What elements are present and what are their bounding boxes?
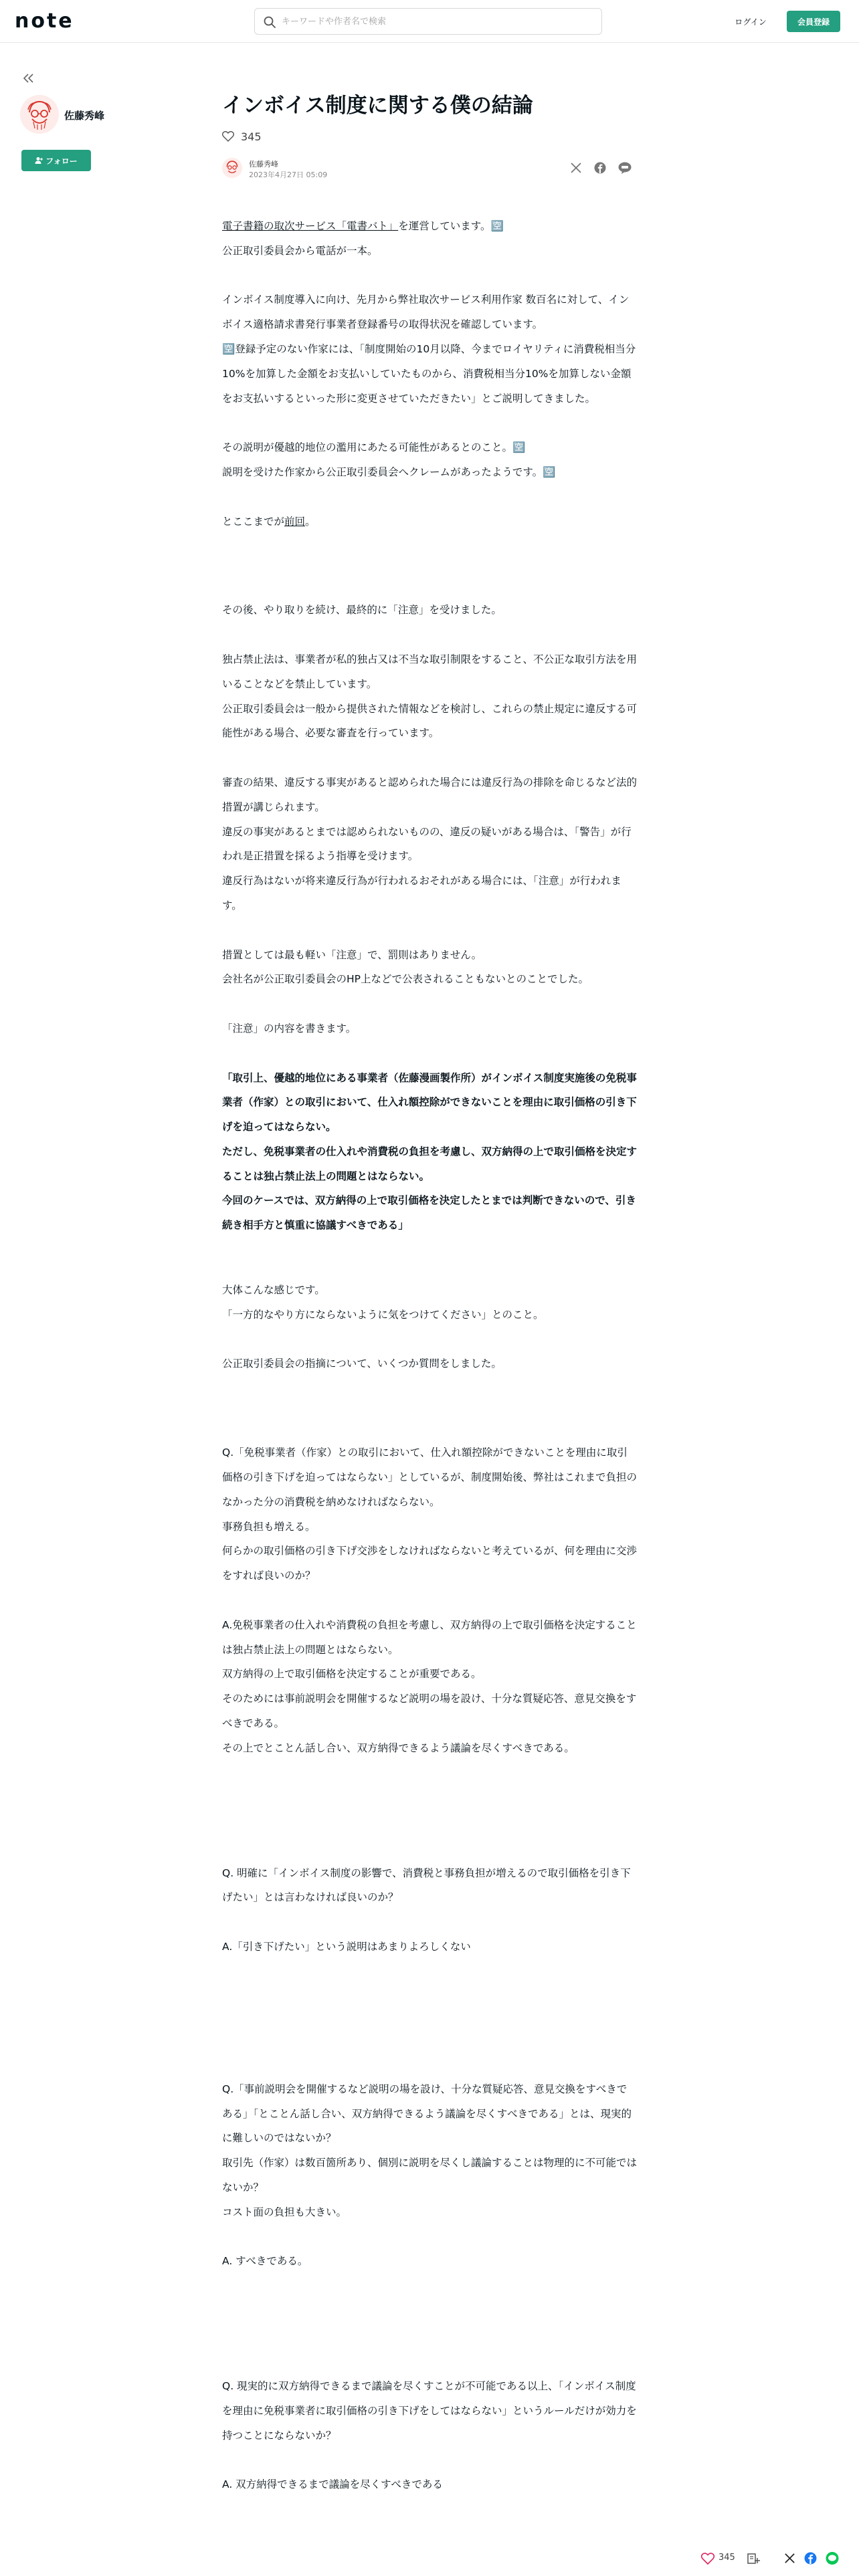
question-paragraph: Q. 明確に「インボイス制度の影響で、消費税と事務負担が増えるので取引価格を引き下げたい」とは言わなければ良いのか？ (222, 1866, 631, 1904)
paragraph: 大体こんな感じです。 (222, 1284, 325, 1297)
article-body (222, 214, 637, 2497)
author-avatar[interactable] (222, 158, 242, 178)
bottom-action-bar (696, 2549, 859, 2568)
bottom-like-count: 345 (719, 2553, 735, 2563)
creator-name[interactable]: 佐藤秀峰 (64, 110, 105, 122)
paragraph: 違反の事実があるとまでは認められないものの、違反の疑いがある場合は、「警告」が行われ是正措置を採るよう指導を受けます。 (222, 825, 632, 863)
collapse-sidebar-icon[interactable] (21, 71, 36, 86)
answer-paragraph: そのためには事前説明会を開催するなど説明の場を設け、十分な質疑応答、意見交換をすべきである。 (222, 1693, 637, 1730)
paragraph: 公正取引委員会は一般から提供された情報などを検討し、これらの禁止規定に違反する可能性がある場合、必要な審査を行っています。 (222, 702, 638, 740)
creator-avatar-icon (20, 95, 59, 134)
search-box[interactable] (254, 8, 602, 35)
creator-avatar[interactable] (20, 95, 59, 134)
like-heart-icon[interactable] (701, 2552, 714, 2565)
paragraph: 「注意」の内容を書きます。 (222, 1022, 357, 1035)
paragraph (222, 214, 637, 263)
note-logo[interactable]: note (15, 9, 74, 33)
paragraph (222, 435, 637, 485)
paragraph-text: その説明が優越的地位の濫用にあたる可能性があるとのこと。🈳 (222, 441, 526, 454)
facebook-share-icon[interactable] (804, 2552, 817, 2565)
question-paragraph: 事務負担も増える。 (222, 1520, 316, 1533)
search-input[interactable] (282, 9, 596, 34)
question-paragraph: Q. 現実的に双方納得できるまで議論を尽くすことが不可能である以上、「インボイス制度を理由に免税事業者に取引価格の引き下げをしてはならない」というルールだけが効力を持つことにならないか？ (222, 2380, 637, 2442)
article-title: インボイス制度に関する僕の結論 (222, 94, 533, 118)
paragraph: 審査の結果、違反する事実があると認められた場合には違反行為の排除を命じるなど法的措置が講じられます。 (222, 776, 638, 813)
paragraph: 公正取引委員会の指摘について、いくつか質問をしました。 (222, 1358, 502, 1370)
author-row (222, 158, 637, 182)
question-paragraph: コスト面の負担も大きい。 (222, 2206, 347, 2218)
paragraph: 措置としては最も軽い「注意」で、罰則はありません。 (222, 948, 482, 961)
answer-paragraph: A. 双方納得できるまで議論を尽くすべきである (222, 2478, 443, 2491)
author-avatar-icon (222, 158, 242, 178)
follow-label: フォロー (45, 156, 78, 166)
publish-date: 2023年4月27日 05:09 (249, 171, 328, 179)
login-button[interactable]: ログイン (724, 11, 777, 32)
x-share-icon[interactable] (570, 162, 582, 174)
x-share-icon[interactable] (784, 2553, 795, 2564)
paragraph-text: 説明を受けた作家から公正取引委員会へクレームがあったようです。🈳 (222, 465, 556, 478)
previous-article-link[interactable]: 前回 (284, 515, 306, 528)
paragraph-text: 。 (305, 515, 316, 528)
search-icon (263, 15, 276, 29)
paragraph: 会社名が公正取引委員会のHP上などで公表されることもないとのことでした。 (222, 973, 589, 986)
paragraph-text: とここまでが (222, 515, 285, 528)
person-add-icon (35, 156, 43, 165)
quote-paragraph: 「取引上、優越的地位にある事業者（佐藤漫画製作所）がインボイス制度実施後の免税事業者（作家）との取引において、仕入れ額控除ができないことを理由に取引価格の引き下げを迫ってはならない。 (222, 1071, 637, 1134)
line-share-icon[interactable] (618, 162, 632, 174)
paragraph-text: を運営しています。🈳 (398, 220, 504, 232)
paragraph: 違反行為はないが将来違反行為が行われるおそれがある場合には、「注意」が行われます。 (222, 875, 622, 911)
paragraph-text: 公正取引委員会から電話が一本。 (222, 244, 378, 257)
question-paragraph: 取引先（作家）は数百箇所あり、個別に説明を尽くし議論することは物理的に不可能ではないか？ (222, 2157, 638, 2193)
answer-paragraph: A.「引き下げたい」という説明はあまりよろしくない (222, 1941, 471, 1953)
answer-paragraph: その上でとことん話し合い、双方納得できるよう議論を尽くすべきである。 (222, 1741, 575, 1754)
question-paragraph: Q.「事前説明会を開催するなど説明の場を設け、十分な質疑応答、意見交換をすべきである」「とことん話し合い、双方納得できるよう議論を尽くすべきである」とは、現実的に難しいのではないか？ (222, 2082, 632, 2145)
question-paragraph: Q.「免税事業者（作家）との取引において、仕入れ額控除ができないことを理由に取引価格の引き下げを迫ってはならない」としているが、制度開始後、弊社はこれまで負担のなかった分の消費税を納めなければならない。 (222, 1446, 638, 1508)
paragraph: 「一方的なやり方にならないように気をつけてください」とのこと。 (222, 1308, 544, 1321)
answer-paragraph: A.免税事業者の仕入れや消費税の負担を考慮し、双方納得の上で取引価格を決定することは独占禁止法上の問題とはならない。 (222, 1618, 637, 1656)
paragraph: インボイス制度導入に向け、先月から弊社取次サービス利用作家 数百名に対して、インボイス適格請求書発行事業者登録番号の取得状況を確認しています。 (222, 294, 630, 331)
follow-button[interactable] (21, 150, 91, 171)
answer-paragraph: A. すべきである。 (222, 2255, 308, 2268)
quote-paragraph: 今回のケースでは、双方納得の上で取引価格を決定したとまでは判断できないので、引き続き相手方と慎重に協議すべきである」 (222, 1194, 636, 1232)
facebook-share-icon[interactable] (594, 162, 606, 174)
paragraph (222, 510, 637, 534)
magazine-add-icon[interactable] (747, 2552, 760, 2565)
site-header (0, 0, 859, 43)
paragraph: 独占禁止法は、事業者が私的独占又は不当な取引制限をすること、不公正な取引方法を用いることなどを禁止しています。 (222, 653, 638, 690)
author-name[interactable]: 佐藤秀峰 (249, 160, 278, 169)
like-count: 345 (241, 130, 262, 143)
paragraph: その後、やり取りを続け、最終的に「注意」を受けました。 (222, 604, 502, 617)
paragraph: 🈳登録予定のない作家には、「制度開始の10月以降、今までロイヤリティに消費税相当分10%を加算した金額をお支払いしていたものから、消費税相当分10%を加算しない金額をお支払いするといった形に変更させていただきたい」とご説明してきました。 (222, 342, 636, 405)
heart-icon[interactable] (222, 131, 234, 142)
denshobato-link[interactable]: 電子書籍の取次サービス「電書バト」 (222, 220, 399, 232)
question-paragraph: 何らかの取引価格の引き下げ交渉をしなければならないと考えているが、何を理由に交渉をすれば良いのか？ (222, 1545, 638, 1582)
quote-paragraph: ただし、免税事業者の仕入れや消費税の負担を考慮し、双方納得の上で取引価格を決定することは独占禁止法上の問題とはならない。 (222, 1145, 638, 1182)
like-summary[interactable] (222, 128, 262, 144)
signup-button[interactable]: 会員登録 (787, 11, 840, 32)
answer-paragraph: 双方納得の上で取引価格を決定することが重要である。 (222, 1668, 482, 1681)
line-share-icon[interactable] (826, 2552, 839, 2565)
